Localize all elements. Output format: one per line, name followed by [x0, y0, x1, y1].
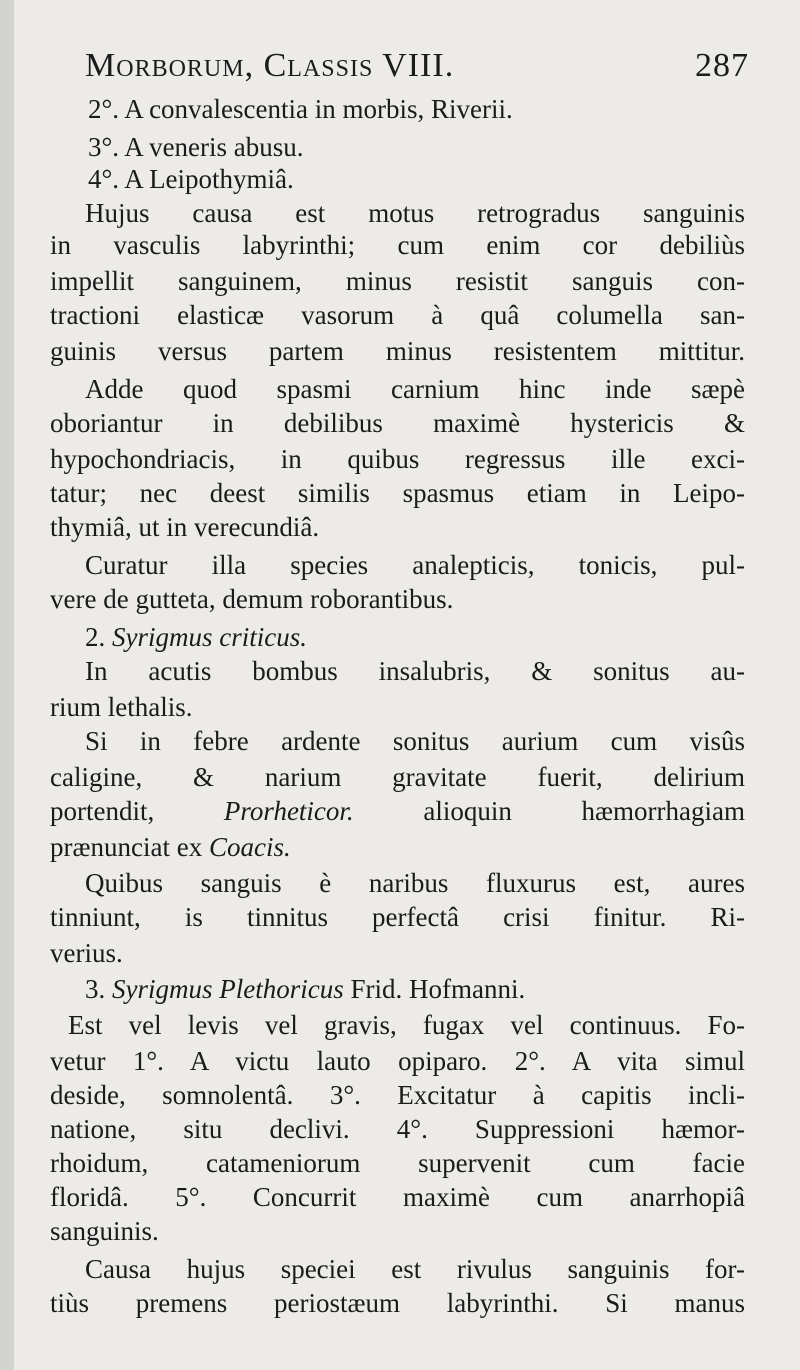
text-segment: In acutis bombus insalubris, & sonitus au-	[85, 656, 745, 686]
text-line	[85, 548, 745, 582]
text-segment: 4°. A Leipothymiâ.	[88, 164, 294, 194]
italic-text: Syrigmus criticus.	[112, 622, 307, 652]
text-segment: Frid. Hofmanni.	[343, 974, 526, 1004]
text-line	[50, 476, 745, 510]
text-segment: Adde quod spasmi carnium hinc inde sæpè	[85, 374, 745, 404]
text-segment: vere de gutteta, demum roborantibus.	[50, 584, 454, 614]
text-segment: sanguinis.	[50, 1216, 159, 1246]
text-line	[50, 264, 745, 298]
italic-text: Syrigmus Plethoricus	[112, 974, 344, 1004]
running-title: Morborum, Classis VIII.	[85, 47, 455, 84]
text-line	[50, 794, 745, 828]
text-segment: in vasculis labyrinthi; cum enim cor debiliùs	[50, 230, 745, 260]
text-line	[50, 510, 800, 544]
text-line	[85, 372, 745, 406]
text-segment: guinis versus partem minus resistentem mittitur.	[50, 336, 745, 366]
text-segment: Est vel levis vel gravis, fugax vel continuus. Fo-	[68, 1010, 745, 1040]
text-segment: 2°. A convalescentia in morbis, Riverii.	[88, 94, 513, 124]
text-line	[50, 1214, 800, 1248]
text-line	[50, 1146, 745, 1180]
text-line	[85, 866, 745, 900]
text-segment: Causa hujus speciei est rivulus sanguinis for-	[85, 1254, 745, 1284]
italic-text: Coacis.	[208, 832, 291, 862]
text-segment: Quibus sanguis è naribus fluxurus est, aures	[85, 868, 745, 898]
text-segment: tiùs premens periostæum labyrinthi. Si manus	[50, 1288, 745, 1318]
text-line	[50, 1112, 745, 1146]
text-line	[85, 724, 745, 758]
running-header	[85, 42, 765, 90]
text-segment: 3.	[85, 974, 112, 1004]
text-line	[85, 196, 745, 230]
text-line	[68, 1008, 745, 1042]
italic-text: Prorheticor.	[223, 796, 354, 826]
text-line	[88, 162, 800, 196]
text-segment: rhoidum, catameniorum supervenit cum facie	[50, 1148, 745, 1178]
text-line	[50, 900, 745, 934]
text-line	[50, 298, 745, 332]
text-line	[50, 334, 745, 368]
text-segment: caligine, & narium gravitate fuerit, delirium	[50, 762, 745, 792]
text-line	[85, 972, 800, 1006]
text-line	[85, 654, 745, 688]
text-segment: 2.	[85, 622, 112, 652]
text-segment: deside, somnolentâ. 3°. Excitatur à capitis incli-	[50, 1080, 745, 1110]
text-segment: Hujus causa est motus retrogradus sanguinis	[85, 198, 745, 228]
text-line	[50, 1286, 745, 1320]
text-line	[50, 442, 745, 476]
text-segment: tinniunt, is tinnitus perfectâ crisi finitur. Ri-	[50, 902, 745, 932]
text-segment: Curatur illa species analepticis, tonicis, pul-	[85, 550, 745, 580]
text-segment: natione, situ declivi. 4°. Suppressioni hæmor-	[50, 1114, 745, 1144]
text-segment: prænunciat ex	[50, 832, 209, 862]
text-line	[50, 1078, 745, 1112]
text-segment: alioquin hæmorrhagiam	[353, 796, 746, 826]
page-number: 287	[695, 47, 749, 84]
text-segment: Si in febre ardente sonitus aurium cum visûs	[85, 726, 745, 756]
text-segment: tractioni elasticæ vasorum à quâ columella san-	[50, 300, 745, 330]
text-line	[85, 1252, 745, 1286]
text-segment: verius.	[50, 938, 123, 968]
text-segment: impellit sanguinem, minus resistit sanguis con-	[50, 266, 745, 296]
text-line	[50, 936, 800, 970]
text-segment: rium lethalis.	[50, 692, 193, 722]
text-line	[50, 690, 800, 724]
text-line	[50, 228, 745, 262]
text-line	[50, 582, 800, 616]
text-segment: floridâ. 5°. Concurrit maximè cum anarrhopiâ	[50, 1182, 745, 1212]
text-segment: vetur 1°. A victu lauto opiparo. 2°. A vita simul	[50, 1046, 745, 1076]
text-line	[50, 1044, 745, 1078]
text-segment: oboriantur in debilibus maximè hystericis &	[50, 408, 745, 438]
text-segment: 3°. A veneris abusu.	[88, 132, 304, 162]
text-line	[50, 830, 800, 864]
text-segment: hypochondriacis, in quibus regressus ille exci-	[50, 444, 745, 474]
page-gutter-edge	[0, 0, 14, 1370]
text-line	[85, 620, 800, 654]
text-segment: portendit,	[50, 796, 224, 826]
text-line	[88, 92, 800, 126]
text-segment: thymiâ, ut in verecundiâ.	[50, 512, 320, 542]
text-line	[50, 406, 745, 440]
text-segment: tatur; nec deest similis spasmus etiam in Leipo-	[50, 478, 745, 508]
text-line	[50, 760, 745, 794]
text-line	[88, 130, 800, 164]
text-line	[50, 1180, 745, 1214]
